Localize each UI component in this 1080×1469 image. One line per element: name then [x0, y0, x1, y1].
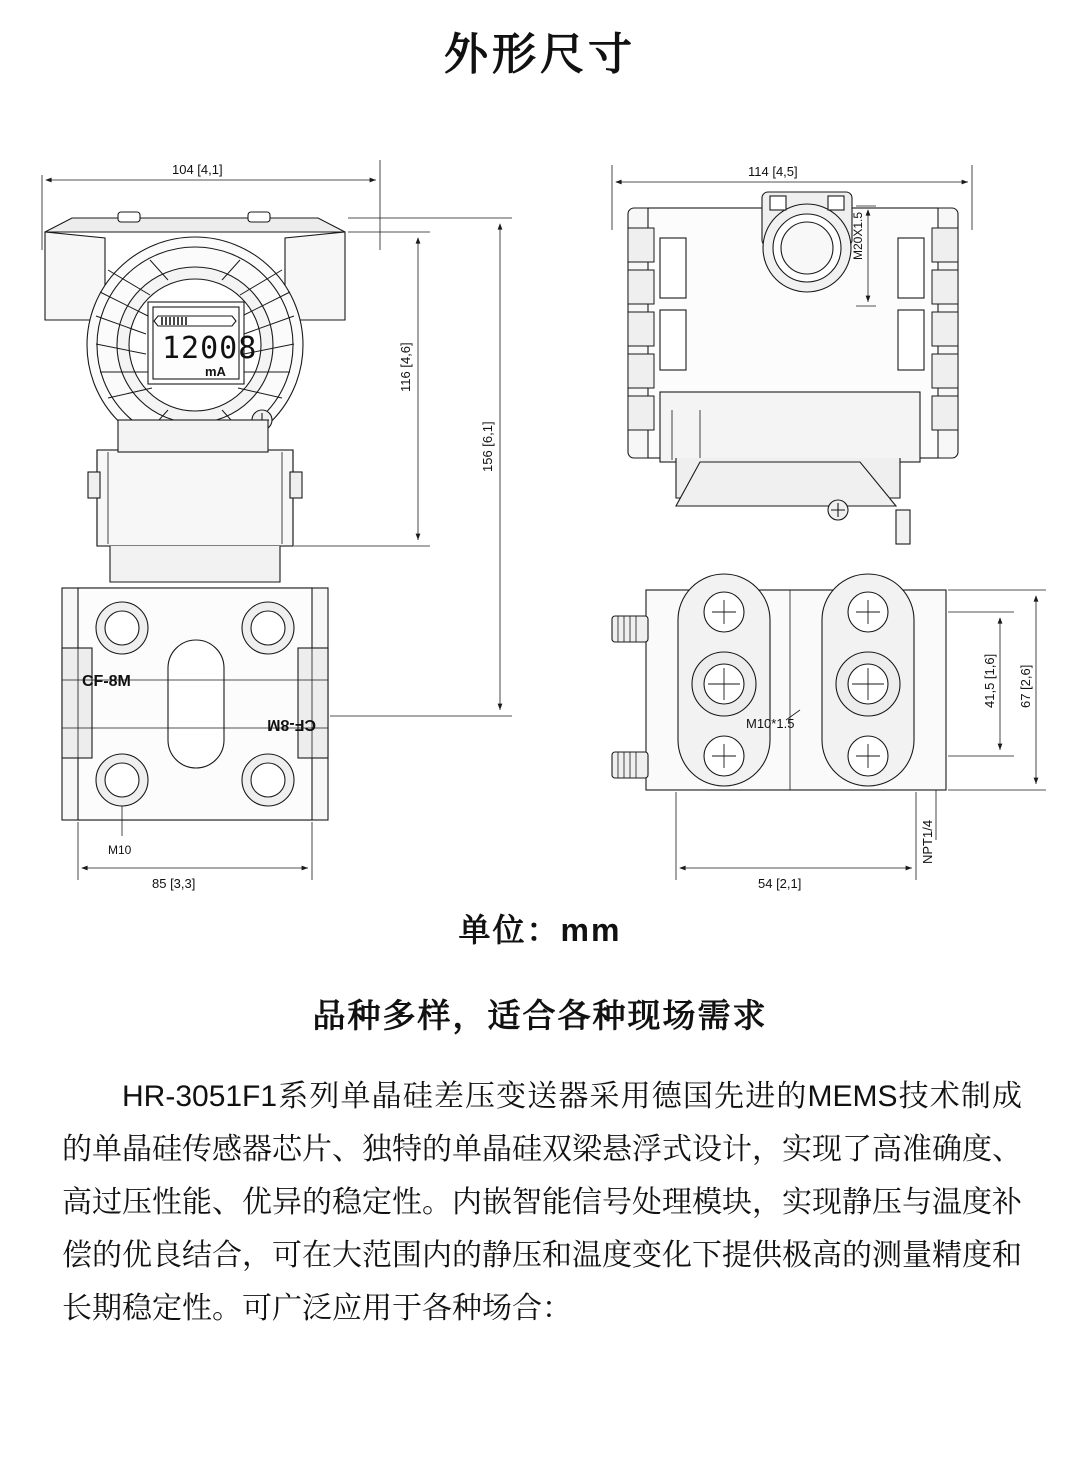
page-title: 外形尺寸 — [444, 30, 636, 79]
dim-front-width: 104 [4,1] — [172, 162, 223, 177]
dim-side-width: 114 [4,5] — [748, 164, 798, 179]
section-subheading: 品种多样，适合各种现场需求 — [312, 997, 768, 1034]
label-process-connection: NPT1/4 — [920, 819, 935, 864]
technical-drawing-svg — [0, 120, 1080, 910]
dimension-drawing — [0, 120, 1080, 910]
material-label-2: CF-8M — [267, 716, 316, 733]
product-description: HR-3051F1系列单晶硅差压变送器采用德国先进的MEMS技术制成的单晶硅传感器芯片、独特的单晶硅双梁悬浮式设计，实现了高准确度、高过压性能、优异的稳定性。内嵌智能信号处理模块，实现静压与温度补偿的优良结合，可在大范围内的静压和温度变化下提供极高的测量精度和长期稳定性。可广泛应用于各种场合： — [62, 1080, 1022, 1325]
lcd-display-value: 12008 — [162, 331, 258, 366]
dim-front-flange-width: 85 [3,3] — [152, 876, 196, 891]
dim-flange-center: 54 [2,1] — [758, 876, 802, 891]
material-label-1: CF-8M — [82, 673, 131, 690]
label-process-thread: M10*1.5 — [746, 716, 795, 731]
label-conduit-thread: M20X1.5 — [851, 211, 865, 260]
dim-front-body-height: 116 [4,6] — [398, 342, 413, 392]
unit-note: 单位：mm — [458, 912, 622, 948]
dim-flange-height: 67 [2,6] — [1018, 664, 1033, 708]
dim-bolt-spacing: 41,5 [1,6] — [982, 653, 997, 708]
dim-front-total-height: 156 [6,1] — [480, 421, 495, 472]
lcd-display-unit: mA — [205, 364, 226, 379]
bolt-label-m10: M10 — [108, 843, 132, 857]
